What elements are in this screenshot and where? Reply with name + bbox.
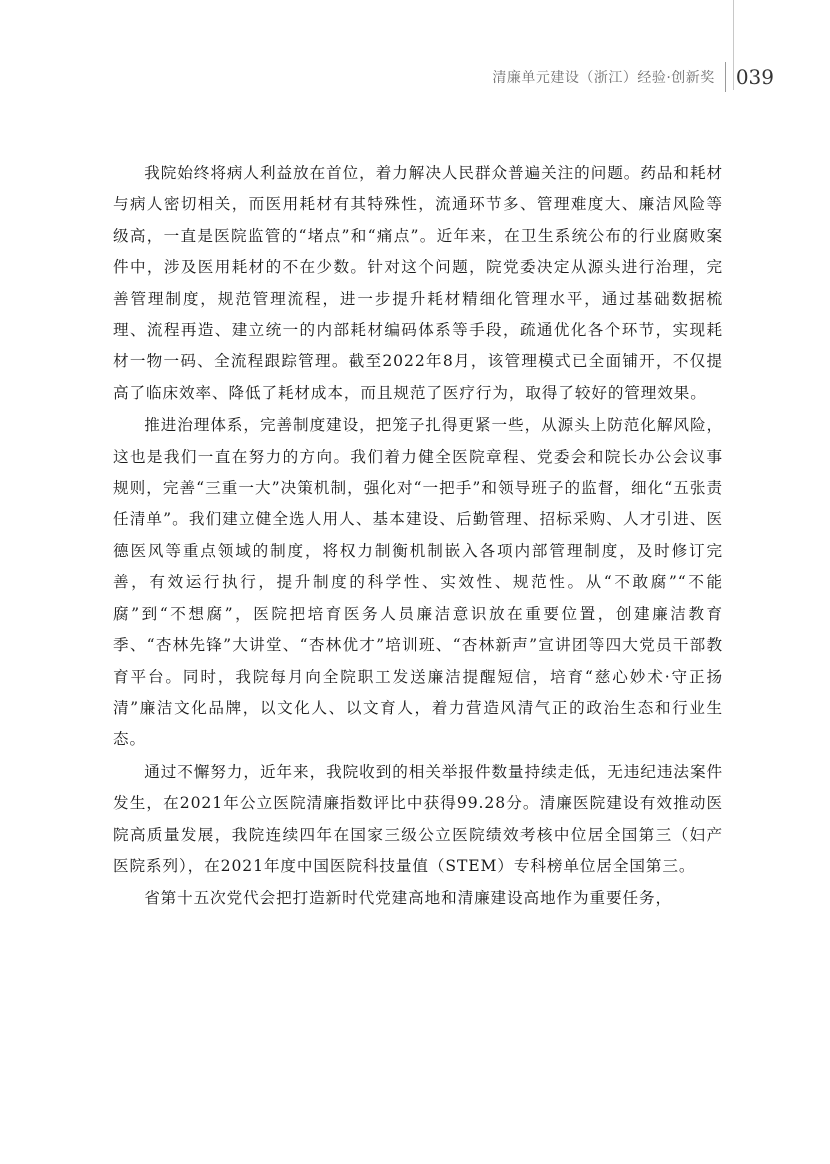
paragraph-3: 通过不懈努力，近年来，我院收到的相关举报件数量持续走低，无违纪违法案件发生，在2021年公立医院清廉指数评比中获得99.28分。清廉医院建设有效推动医院高质量发展，我院连续四年在国家三级公立医院绩效考核中位居全国第三（妇产医院系列），在2021年度中国医院科技量值（STEM）专科榜单位居全国第三。 xyxy=(113,762,723,875)
paragraph-4: 省第十五次党代会把打造新时代党建高地和清廉建设高地作为重要任务， xyxy=(144,889,672,908)
paragraph-2: 推进治理体系，完善制度建设，把笼子扎得更紧一些，从源头上防范化解风险，这也是我们一直在努力的方向。我们着力健全医院章程、党委会和院长办公会议事规则，完善“三重一大”决策机制，强化对“一把手”和领导班子的监督，细化“五张责任清单”。我们建立健全选人用人、基本建设、后勤管理、招标采购、人才引进、医德医风等重点领域的制度，将权力制衡机制嵌入各项内部管理制度，及时修订完善，有效运行执行，提升制度的科学性、实效性、规范性。从“不敢腐”“不能腐”到“不想腐”，医院把培育医务人员廉洁意识放在重要位置，创建廉洁教育季、“杏林先锋”大讲堂、“杏林优才”培训班、“杏林新声”宣讲团等四大党员干部教育平台。同时，我院每月向全院职工发送廉洁提醒短信，培育“慈心妙术·守正扬清”廉洁文化品牌，以文化人、以文育人，着力营造风清气正的政治生态和行业生态。 xyxy=(113,416,723,749)
header-divider xyxy=(725,62,726,92)
running-header-title: 清廉单元建设（浙江）经验·创新奖 xyxy=(492,70,715,86)
paragraph-1: 我院始终将病人利益放在首位，着力解决人民群众普遍关注的问题。药品和耗材与病人密切相关，而医用耗材有其特殊性，流通环节多、管理难度大、廉洁风险等级高，一直是医院监管的“堵点”和“痛点”。近年来，在卫生系统公布的行业腐败案件中，涉及医用耗材的不在少数。针对这个问题，院党委决定从源头进行治理，完善管理制度，规范管理流程，进一步提升耗材精细化管理水平，通过基础数据梳理、流程再造、建立统一的内部耗材编码体系等手段，疏通优化各个环节，实现耗材一物一码、全流程跟踪管理。截至2022年8月，该管理模式已全面铺开，不仅提高了临床效率、降低了耗材成本，而且规范了医疗行为，取得了较好的管理效果。 xyxy=(113,164,723,402)
body-text xyxy=(113,158,723,916)
page-number: 039 xyxy=(735,65,774,89)
running-header xyxy=(492,62,774,92)
